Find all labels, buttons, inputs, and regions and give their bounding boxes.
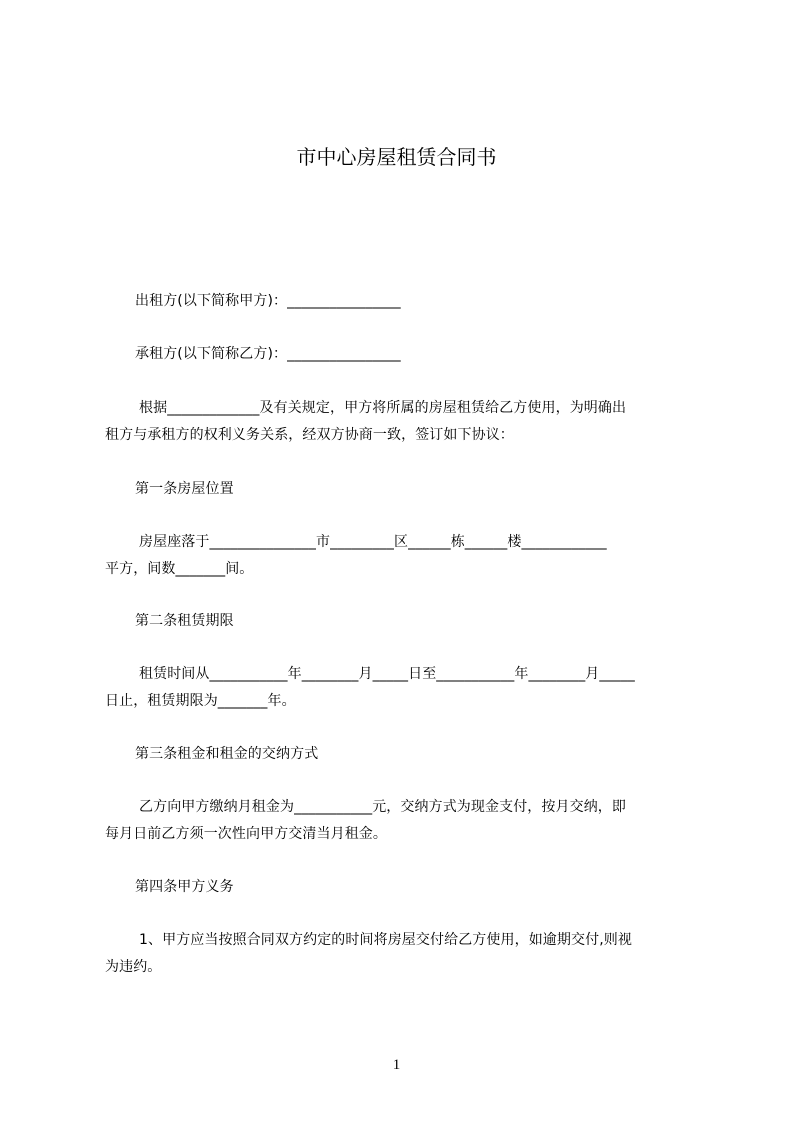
article-1-line-2: 平方，间数_______间。 xyxy=(105,561,254,577)
article-3-line-2: 每月日前乙方须一次性向甲方交清当月租金。 xyxy=(105,826,387,842)
intro-paragraph-line-2: 租方与承租方的权利义务关系，经双方协商一致，签订如下协议： xyxy=(105,427,514,443)
article-4-item-1-line-1: 1、甲方应当按照合同双方约定的时间将房屋交付给乙方使用，如逾期交付,则视 xyxy=(139,932,632,948)
document-title: 市中心房屋租赁合同书 xyxy=(296,145,497,169)
article-1-heading: 第一条房屋位置 xyxy=(135,481,234,497)
article-3-line-1: 乙方向甲方缴纳月租金为___________元，交纳方式为现金支付，按月交纳，即 xyxy=(139,799,626,815)
article-3-heading: 第三条租金和租金的交纳方式 xyxy=(135,746,319,762)
article-4-heading: 第四条甲方义务 xyxy=(135,879,234,895)
article-2-heading: 第二条租赁期限 xyxy=(135,613,234,629)
lessor-line: 出租方(以下简称甲方)：________________ xyxy=(135,293,401,309)
intro-paragraph-line-1: 根据_____________及有关规定，甲方将所属的房屋租赁给乙方使用，为明确出 xyxy=(139,400,627,416)
article-1-line-1: 房屋座落于_______________市_________区______栋______楼____________ xyxy=(139,534,607,550)
lessee-line: 承租方(以下简称乙方)：________________ xyxy=(135,346,401,362)
article-2-line-1: 租赁时间从___________年________月_____日至___________年________月_____ xyxy=(139,666,635,682)
article-2-line-2: 日止，租赁期限为_______年。 xyxy=(105,693,296,709)
page-number: 1 xyxy=(392,1057,401,1073)
article-4-item-1-line-2: 为违约。 xyxy=(105,959,162,975)
